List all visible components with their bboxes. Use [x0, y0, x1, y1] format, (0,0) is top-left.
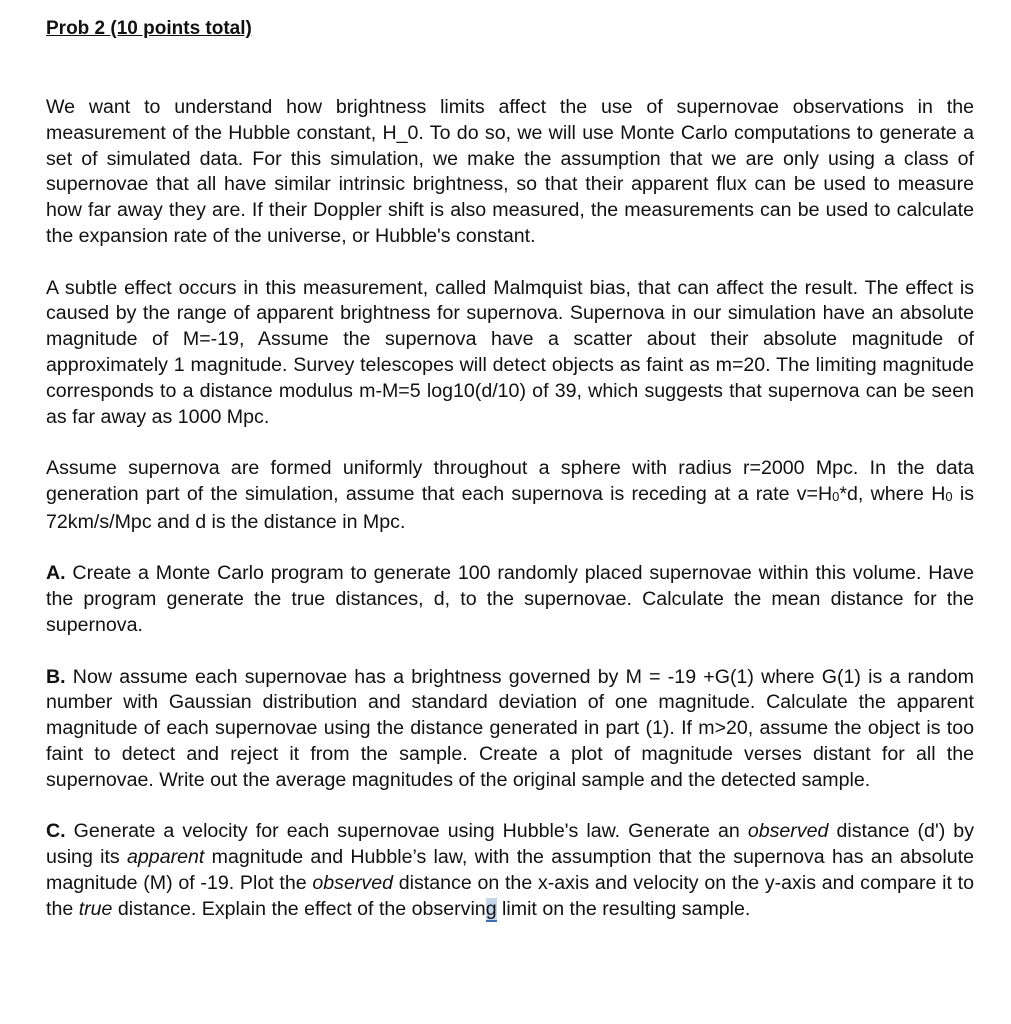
part-a-label: A.: [46, 562, 66, 585]
part-c-text-2: distance (d') by using its: [46, 820, 974, 869]
problem-title: Prob 2 (10 points total): [46, 18, 252, 39]
part-c-text-4: distance on the x-axis and velocity on the y-axis and compare it to the: [46, 871, 975, 920]
part-b-label: B.: [46, 665, 66, 688]
part-a-text: Create a Monte Carlo program to generate 100 randomly placed supernovae within this volume. Have the program generate the true distances, d, to the supernovae. Calculate the mean distance for the supernova.: [46, 562, 974, 636]
part-c-label: C.: [46, 820, 66, 843]
part-c-paragraph: [46, 819, 974, 922]
intro-paragraph-3: [46, 456, 974, 535]
part-c-text-6: limit on the resulting sample.: [496, 897, 751, 920]
part-c-text-3: magnitude and Hubble’s law, with the assumption that the supernova has an absolute magnitude (M) of -19. Plot the: [46, 846, 974, 894]
p3-text-c: is 72km/s/Mpc and d is the distance in Mpc.: [46, 482, 974, 533]
part-c-text-1: Generate a velocity for each supernovae using Hubble's law. Generate an: [65, 820, 748, 843]
h0-subscript: 0: [945, 488, 953, 504]
h0-subscript: 0: [832, 488, 840, 504]
emphasis-observed: observed: [747, 820, 829, 843]
emphasis-true: true: [78, 897, 113, 920]
emphasis-apparent: apparent: [127, 846, 205, 869]
emphasis-observed: observed: [312, 871, 393, 894]
part-c-text-5: distance. Explain the effect of the observin: [112, 897, 486, 920]
part-a-paragraph: [46, 561, 974, 638]
p3-text-a: Assume supernova are formed uniformly throughout a sphere with radius r=2000 Mpc. In the data generation part of the simulation, assume that each supernova is receding at a rate v=H: [46, 457, 974, 505]
document-page: [46, 16, 974, 923]
p3-text-b: *d, where H: [839, 482, 946, 505]
part-b-text: Now assume each supernovae has a brightness governed by M = -19 +G(1) where G(1) is a random number with Gaussian distribution and standard deviation of one magnitude. Calculate the apparent magnitude of each supernovae using the distance generated in part (1). If m>20, assume the object is too faint to detect and reject it from the sample. Create a plot of magnitude verses distant for all the supernovae. Write out the average magnitudes of the original sample and the detected sample.: [46, 665, 974, 791]
text-cursor-selection[interactable]: g: [485, 897, 497, 920]
part-b-paragraph: [46, 665, 974, 794]
intro-paragraph-1: We want to understand how brightness limits affect the use of supernovae observations in the measurement of the Hubble constant, H_0. To do so, we will use Monte Carlo computations to generate a set of simulated data. For this simulation, we make the assumption that we are only using a class of supernovae that all have similar intrinsic brightness, so that their apparent flux can be used to measure how far away they are. If their Doppler shift is also measured, the measurements can be used to calculate the expansion rate of the universe, or Hubble's constant.: [46, 96, 974, 247]
intro-paragraph-2: A subtle effect occurs in this measurement, called Malmquist bias, that can affect the result. The effect is caused by the range of apparent brightness for supernova. Supernova in our simulation have an absolute magnitude of M=-19, Assume the supernova have a scatter about their absolute magnitude of approximately 1 magnitude. Survey telescopes will detect objects as faint as m=20. The limiting magnitude corresponds to a distance modulus m-M=5 log10(d/10) of 39, which suggests that supernova can be seen as far away as 1000 Mpc.: [46, 276, 974, 428]
